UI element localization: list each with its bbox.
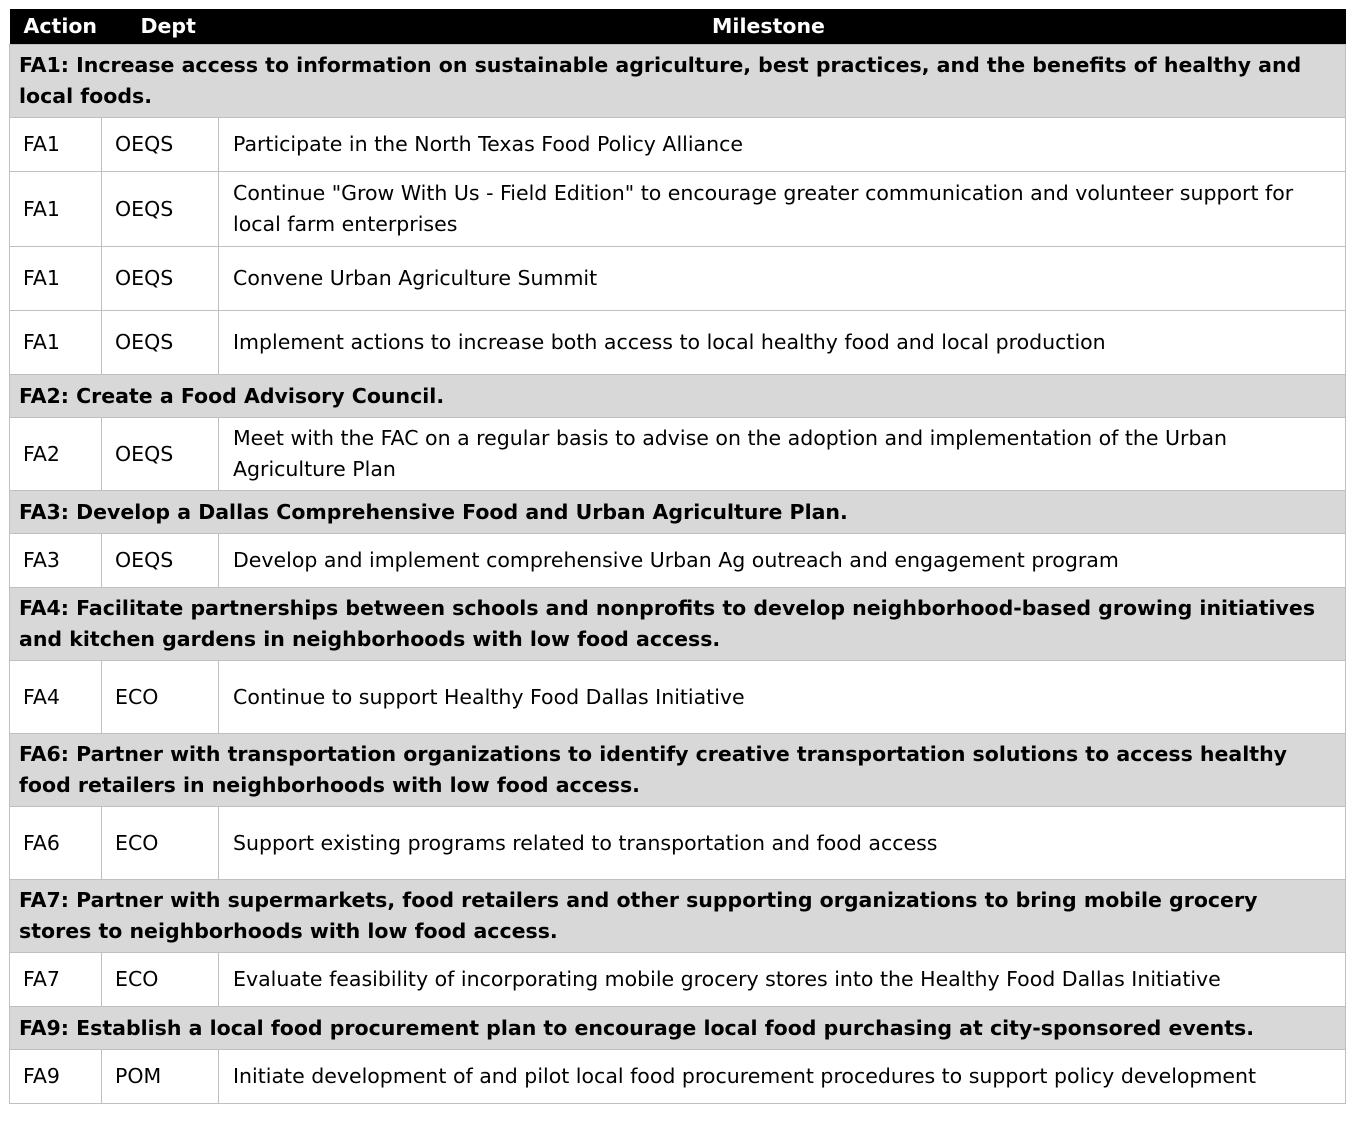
- group-title: FA2: Create a Food Advisory Council.: [10, 375, 1346, 418]
- action-cell: FA9: [10, 1050, 102, 1104]
- group-title: FA6: Partner with transportation organizations to identify creative transportation solutions to access healthy food retailers in neighborhoods with low food access.: [10, 734, 1346, 807]
- table-row: [10, 807, 1346, 880]
- table-row: [10, 172, 1346, 247]
- dept-cell: ECO: [102, 661, 219, 734]
- table-row: [10, 953, 1346, 1007]
- action-cell: FA1: [10, 311, 102, 375]
- action-cell: FA2: [10, 418, 102, 491]
- table-row: [10, 247, 1346, 311]
- column-header-milestone: Milestone: [219, 9, 1346, 45]
- milestone-cell: Implement actions to increase both access to local healthy food and local production: [219, 311, 1346, 375]
- milestone-cell: Evaluate feasibility of incorporating mobile grocery stores into the Healthy Food Dallas Initiative: [219, 953, 1346, 1007]
- table-row: [10, 1050, 1346, 1104]
- milestone-table: [9, 9, 1346, 1104]
- group-header-row: [10, 1007, 1346, 1050]
- dept-cell: ECO: [102, 807, 219, 880]
- action-cell: FA7: [10, 953, 102, 1007]
- dept-cell: OEQS: [102, 172, 219, 247]
- group-title: FA4: Facilitate partnerships between schools and nonprofits to develop neighborhood-based growing initiatives and kitchen gardens in neighborhoods with low food access.: [10, 588, 1346, 661]
- action-cell: FA1: [10, 118, 102, 172]
- group-title: FA3: Develop a Dallas Comprehensive Food and Urban Agriculture Plan.: [10, 491, 1346, 534]
- dept-cell: OEQS: [102, 534, 219, 588]
- dept-cell: POM: [102, 1050, 219, 1104]
- table-row: [10, 118, 1346, 172]
- milestone-cell: Meet with the FAC on a regular basis to advise on the adoption and implementation of the Urban Agriculture Plan: [219, 418, 1346, 491]
- dept-cell: OEQS: [102, 311, 219, 375]
- dept-cell: OEQS: [102, 418, 219, 491]
- action-cell: FA4: [10, 661, 102, 734]
- group-header-row: [10, 375, 1346, 418]
- table-row: [10, 418, 1346, 491]
- table-row: [10, 311, 1346, 375]
- dept-cell: ECO: [102, 953, 219, 1007]
- group-title: FA7: Partner with supermarkets, food retailers and other supporting organizations to bring mobile grocery stores to neighborhoods with low food access.: [10, 880, 1346, 953]
- group-header-row: [10, 734, 1346, 807]
- milestone-cell: Convene Urban Agriculture Summit: [219, 247, 1346, 311]
- milestone-cell: Continue "Grow With Us - Field Edition" to encourage greater communication and volunteer support for local farm enterprises: [219, 172, 1346, 247]
- group-header-row: [10, 45, 1346, 118]
- group-header-row: [10, 588, 1346, 661]
- table-row: [10, 661, 1346, 734]
- group-title: FA9: Establish a local food procurement plan to encourage local food purchasing at city-sponsored events.: [10, 1007, 1346, 1050]
- milestone-cell: Support existing programs related to transportation and food access: [219, 807, 1346, 880]
- action-cell: FA1: [10, 172, 102, 247]
- action-cell: FA6: [10, 807, 102, 880]
- group-title: FA1: Increase access to information on sustainable agriculture, best practices, and the benefits of healthy and local foods.: [10, 45, 1346, 118]
- dept-cell: OEQS: [102, 247, 219, 311]
- milestone-cell: Participate in the North Texas Food Policy Alliance: [219, 118, 1346, 172]
- column-header-action: Action: [10, 9, 102, 45]
- milestone-cell: Initiate development of and pilot local food procurement procedures to support policy development: [219, 1050, 1346, 1104]
- group-header-row: [10, 880, 1346, 953]
- action-cell: FA3: [10, 534, 102, 588]
- group-header-row: [10, 491, 1346, 534]
- table-row: [10, 534, 1346, 588]
- column-header-dept: Dept: [102, 9, 219, 45]
- action-cell: FA1: [10, 247, 102, 311]
- milestone-cell: Develop and implement comprehensive Urban Ag outreach and engagement program: [219, 534, 1346, 588]
- table-header-row: [10, 9, 1346, 45]
- dept-cell: OEQS: [102, 118, 219, 172]
- milestone-cell: Continue to support Healthy Food Dallas Initiative: [219, 661, 1346, 734]
